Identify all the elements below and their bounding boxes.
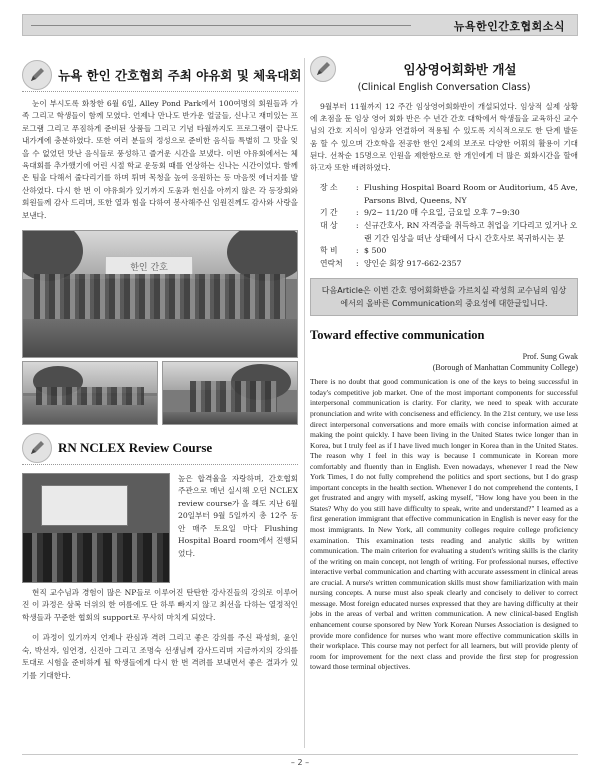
publication-title: 뉴욕한인간호협회소식: [453, 20, 565, 33]
nclex-body-2: 이 과정이 있기까지 언제나 관심과 격려 그리고 좋은 강의를 주신 곽성희, 윤인숙, 박선자, 임연경, 신진아 그리고 조명숙 선생님께 감사드리며 지금까지의 강의를 토대로 시험을 준비하게 될 학생들에게 다시 한 번 격려를 보내면서 좋은 결과가 있기를 기대한다.: [22, 633, 298, 680]
clinical-title-ko: 임상영어회화반 개설: [403, 62, 517, 77]
picnic-section-header: [22, 58, 302, 92]
clinical-section-header: [310, 58, 578, 80]
picnic-title: 뉴욕 한인 간호협회 주최 야유회 및 체육대회: [58, 68, 302, 83]
article-affiliation: (Borough of Manhattan Community College): [432, 363, 578, 373]
page-number: – 2 –: [290, 758, 310, 767]
column-divider: [304, 58, 305, 748]
clinical-body: 9월부터 11월까지 12 주간 임상영어회화반이 개설되었다. 임상적 실제 상황에 초점을 둔 임상 영어 회화 반은 수 년간 간호 대학에서 학생들을 교육하신 교수님의 간호 지식이 임상과 연결하여 적용될 수 있도록 지식적으로도 한 단계 발돋움 할 수 있으며 간호학을 전공한 한인 2세의 보조로 다양한 어휘의 활용이 기대된다. 선착순 15명으로 인원을 제한함으로 한 개인에게 더 많은 회화시간을 할애하고자 또한 배려하였다.: [310, 102, 578, 173]
nclex-body-1: 현직 교수님과 경험이 많은 NP들로 이루어진 탄탄한 강사진들의 강의로 이루어진 이 과정은 삼복 더위의 한 여름에도 단 하루 빠지지 않고 최선을 다하는 열정적인 학생들과 꾸준한 협회의 support로 무사히 마치게 되었다.: [22, 588, 298, 622]
picnic-banner: 한인 간호: [105, 256, 193, 279]
detail-row: 대 상 : 신규간호사, RN 자격증을 취득하고 취업을 기다리고 있거나 오랜 기간 임상을 떠난 상태에서 다시 간호사로 복귀하시는 분: [320, 221, 578, 243]
pen-icon: [310, 56, 336, 82]
nclex-section-header: [22, 431, 298, 465]
detail-row: 연락처 : 양인순 회장 917-662-2357: [320, 258, 462, 268]
article-intro-note: 다음Article은 이번 간호 영어회화반을 가르치실 곽성희 교수님의 임상에서의 올바른 Communication의 중요성에 대한글입니다.: [310, 278, 578, 316]
clinical-title-en: (Clinical English Conversation Class): [357, 82, 531, 93]
nclex-title: RN NCLEX Review Course: [58, 440, 213, 456]
header-bar: [22, 14, 578, 36]
header-rule: [31, 25, 411, 26]
tug-of-war-photo: [22, 361, 158, 425]
right-column: [310, 58, 578, 673]
article-body: There is no doubt that good communication is one of the keys to being successful in today's competitive job market. One of the most important components for successful interpersonal communication is clarity. For clarity, we need to speak with accurate pronunciation and write with conciseness and efficiency. In the 21st century, we use less direct interpersonal conversations and more emails with concise information aimed at making the point quickly. I have been living in the United States twice longer than in Korea, but I truly feel as if I have lived much longer in Korea than in the United States. The reason why I feel in this way is because I communicate in Korean more comfortably and fluently than in English. Even nowadays, whenever I read the New York Times, I do not fully comprehend the politics and sport sections, but I do grasp important concepts in the health section. Whenever I do not comprehend the contents, I get frustrated and angry with myself, asking myself, "How long have you been in the States? Why do you still have difficulty to speak, write and understand?" I learned as a first generation immigrant that effective communication in English is never easy for the most immigrants. In New York, all community colleges require college proficiency examination. This examination tests reading and analytic skills by written communication. The main criterion for evaluating a student's writing skills is the clarity of the writing on main concept, not length of writing. For professional nurses, effective interactive verbal communication and charting with accurate assessment in clinical areas are crucial. A nurse's written communication skills must show familiarization with main nursing concepts. A nurse must also speak clearly and concisely to deliver to correct message. Most foreign educated nurses expressed that they are having difficulty at their jobs in the areas of verbal and written communication. A new clinical-based English enhancement course sponsored by New York Korean Nurses Association is designed to provide more confidence for nurses who want more effective communication skills in their workplace. This course may not perfect for all learners, but will provide plenty of room for improvement for the next class and provide the first step for progression toward those terminal objectives.: [310, 377, 578, 672]
article-title: Toward effective communication: [310, 328, 485, 343]
detail-row: 학 비 : $ 500: [320, 246, 387, 256]
classroom-photo: [22, 473, 170, 583]
pen-icon: [22, 433, 52, 463]
members-photo: [162, 361, 298, 425]
nclex-side-text: 높은 합격율을 자랑하며, 간호협회 주관으로 매년 실시해 오던 NCLEX review course가 올 해도 지난 6월 20일부터 9월 5일까지 총 12주 동안 매주 토요일 마다 Flushing Hospital Board room에서 진행되었다.: [178, 474, 298, 558]
picnic-group-photo: [22, 230, 298, 358]
detail-row: 기 간 : 9/2~ 11/20 매 수요일, 금요일 오후 7~9:30: [320, 208, 520, 218]
picnic-body: 눈이 부시도록 화창한 6월 6일, Alley Pond Park에서 100여명의 회원들과 가족 그리고 학생들이 함께 모였다. 언제나 만나도 반가운 얼굴들, 신나고 재미있는 프로그램 그리고 푸짐하게 준비된 상품들 그리고 기념 타월까지도 프로그램이 끝나도 내가게에 충분하였다. 또한 여러 분들의 정성으로 준비한 음식들 특별히 그 맛을 잊을 수 없었던 맛난 음식들로 풍성하고 즐거운 시간을 보냈다. 이번 야유회에서는 체육대회를 추가했기에 어린 시절 학교 운동회 때를 연상하는 신나는 시간이었다. 함께 온 팀을 다해서 줄다리기를 하며 튀며 목청을 높여 응원하는 등 마음껏 에너지를 발산하였다. 다시 한 번 이 야유회가 있기까지 도움과 헌신을 아끼지 않은 각 등장회와 회원들께 감사 드리며, 또한 열과 힘을 다하여 봉사해주신 임원진께도 감사와 사랑을 보낸다.: [22, 99, 298, 220]
detail-row: 장 소 : Flushing Hospital Board Room or Auditorium, 45 Ave, Parsons Blvd, Queens, NY: [320, 183, 578, 205]
left-column: [22, 58, 302, 682]
pen-icon: [22, 60, 52, 90]
article-author: Prof. Sung Gwak: [522, 352, 578, 362]
clinical-details: [310, 182, 578, 270]
footer-rule: [22, 754, 578, 755]
